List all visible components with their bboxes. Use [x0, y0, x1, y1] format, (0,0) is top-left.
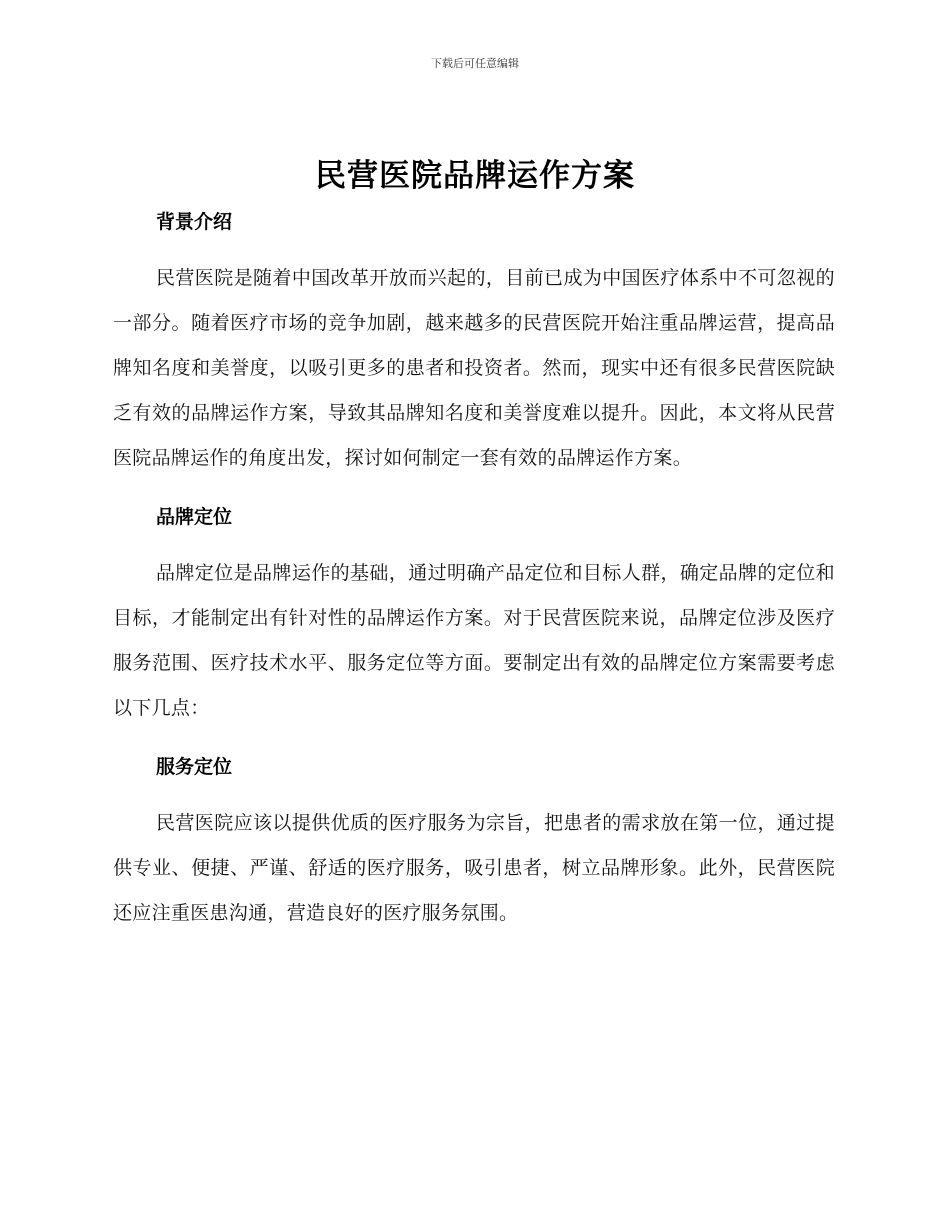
section-background: [113, 204, 835, 499]
section-heading-brand-positioning: 品牌定位: [156, 506, 233, 528]
section-brand-positioning: [113, 499, 835, 749]
section-heading-service-positioning: 服务定位: [156, 756, 233, 778]
section-heading-background: 背景介绍: [156, 211, 233, 233]
document-title: 民营医院品牌运作方案: [315, 158, 635, 194]
paragraph-brand-positioning: 品牌定位是品牌运作的基础，通过明确产品定位和目标人群，确定品牌的定位和目标，才能制定出有针对性的品牌运作方案。对于民营医院来说，品牌定位涉及医疗服务范围、医疗技术水平、服务定位等方面。要制定出有效的品牌定位方案需要考虑以下几点：: [113, 562, 835, 719]
paragraph-service-positioning: 民营医院应该以提供优质的医疗服务为宗旨，把患者的需求放在第一位，通过提供专业、便捷、严谨、舒适的医疗服务，吸引患者，树立品牌形象。此外，民营医院还应注重医患沟通，营造良好的医疗服务氛围。: [113, 812, 835, 924]
section-service-positioning: [113, 749, 835, 936]
document-body: [113, 204, 835, 936]
paragraph-background: 民营医院是随着中国改革开放而兴起的，目前已成为中国医疗体系中不可忽视的一部分。随着医疗市场的竞争加剧，越来越多的民营医院开始注重品牌运营，提高品牌知名度和美誉度，以吸引更多的患者和投资者。然而，现实中还有很多民营医院缺乏有效的品牌运作方案，导致其品牌知名度和美誉度难以提升。因此，本文将从民营医院品牌运作的角度出发，探讨如何制定一套有效的品牌运作方案。: [113, 267, 835, 469]
header-note: 下载后可任意编辑: [431, 57, 519, 70]
